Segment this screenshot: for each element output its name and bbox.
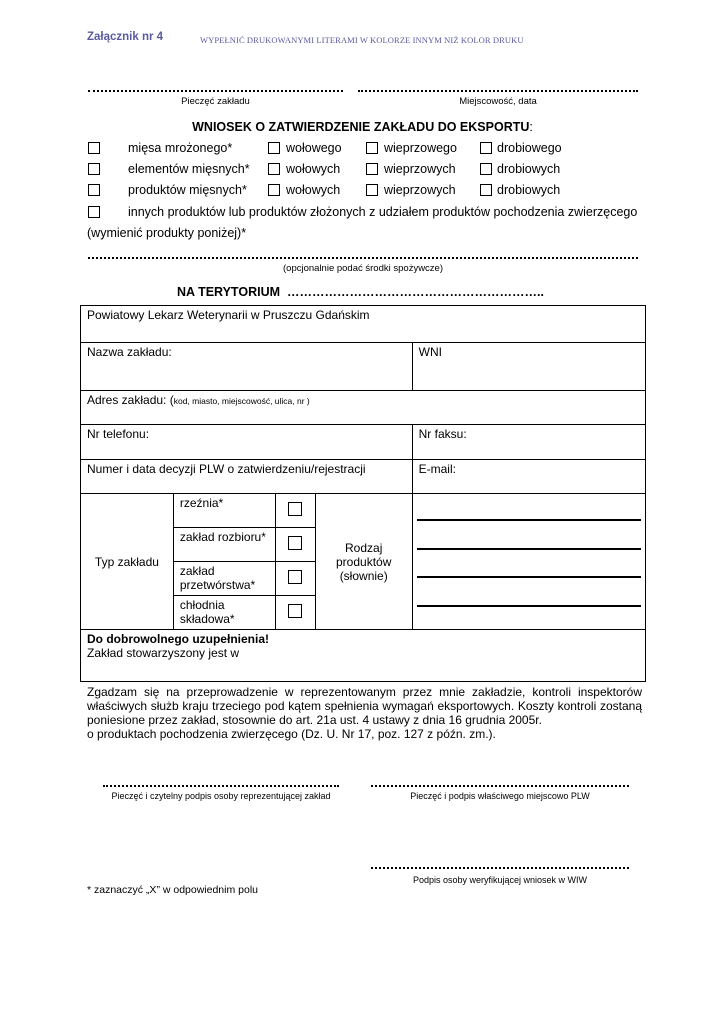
products-beef-checkbox[interactable] — [268, 184, 280, 196]
decision-label: Numer i data decyzji PLW o zatwierdzeniu/rejestracji — [87, 462, 366, 476]
representative-signature-label: Pieczęć i czytelny podpis osoby reprezentującej zakład — [111, 791, 331, 801]
products-lines-cell[interactable] — [412, 494, 645, 630]
type-cell — [81, 494, 174, 630]
phone-label: Nr telefonu: — [87, 427, 150, 441]
type-processing-label: zakład przetwórstwa* — [179, 564, 256, 592]
place-date-label: Miejscowość, data — [459, 96, 537, 107]
products-type-label: Rodzaj produktów (słownie) — [336, 540, 392, 583]
stamp-field[interactable] — [88, 90, 343, 92]
frozen-beef-checkbox[interactable] — [268, 142, 280, 154]
frozen-meat-label: mięsa mrożonego* — [128, 141, 233, 155]
cuts-pork-label: wieprzowych — [384, 162, 456, 176]
type-checkbox-cell[interactable] — [275, 596, 315, 630]
products-poultry-label: drobiowych — [497, 183, 561, 197]
plw-signature-label: Pieczęć i podpis właściwego miejscowo PLW — [410, 791, 590, 801]
office-name: Powiatowy Lekarz Weterynarii w Pruszczu Gdańskim — [87, 308, 370, 322]
type-label: Typ zakładu — [94, 554, 159, 569]
stamp-label: Pieczęć zakładu — [181, 96, 250, 107]
name-label: Nazwa zakładu: — [87, 345, 172, 359]
product-line-4[interactable] — [417, 605, 641, 607]
processing-plant-checkbox[interactable] — [288, 570, 302, 584]
consent-main: Zgadzam się na przeprowadzenie w reprezentowanym przez mnie zakładzie, kontroli inspektorów właściwych służb kraju trzeciego pod kątem spełnienia wymagań eksportowych. Koszty kontroli zostaną poniesione przez zakład, stosownie do art. 21a ust. 4 ustawy z dnia 16 grudnia 2005r. — [87, 685, 642, 727]
products-pork-label: wieprzowych — [384, 183, 456, 197]
cuts-poultry-checkbox[interactable] — [480, 163, 492, 175]
fax-label: Nr faksu: — [418, 427, 467, 441]
other-products-label: innych produktów lub produktów złożonych z udziałem produktów pochodzenia zwierzęcego — [128, 205, 638, 219]
product-line-3[interactable] — [417, 576, 641, 578]
wni-cell[interactable] — [412, 343, 645, 391]
cuts-beef-label: wołowych — [286, 162, 341, 176]
type-option — [173, 596, 275, 630]
territory-line: NA TERYTORIUM …………………………………………………….. — [177, 285, 544, 299]
meat-products-label: produktów mięsnych* — [128, 183, 247, 197]
list-products-hint: (wymienić produkty poniżej)* — [87, 226, 247, 240]
decision-cell[interactable] — [81, 460, 413, 494]
type-cold-store-label: chłodnia składowa* — [179, 598, 235, 626]
email-label: E-mail: — [418, 462, 456, 476]
phone-cell[interactable] — [81, 425, 413, 460]
other-products-checkbox[interactable] — [88, 206, 100, 218]
frozen-pork-checkbox[interactable] — [366, 142, 378, 154]
products-poultry-checkbox[interactable] — [480, 184, 492, 196]
plw-signature-field[interactable] — [371, 785, 629, 787]
voluntary-cell[interactable] — [81, 630, 646, 682]
cuts-pork-checkbox[interactable] — [366, 163, 378, 175]
attachment-number: Załącznik nr 4 — [87, 31, 164, 43]
type-checkbox-cell[interactable] — [275, 494, 315, 528]
products-type-cell — [315, 494, 412, 630]
cold-store-checkbox[interactable] — [288, 604, 302, 618]
type-slaughterhouse-label: rzeźnia* — [179, 496, 224, 510]
consent-paragraph — [87, 685, 642, 741]
office-cell — [81, 306, 646, 343]
representative-signature-field[interactable] — [103, 785, 339, 787]
establishment-table — [80, 305, 646, 682]
meat-cuts-label: elementów mięsnych* — [128, 162, 250, 176]
frozen-pork-label: wieprzowego — [384, 141, 457, 155]
voluntary-title: Do dobrowolnego uzupełnienia! — [87, 632, 269, 646]
form-title: WNIOSEK O ZATWIERDZENIE ZAKŁADU DO EKSPORTU: — [192, 120, 533, 134]
address-hint: kod, miasto, miejscowość, ulica, nr ) — [173, 396, 310, 406]
place-date-field[interactable] — [358, 90, 638, 92]
verifier-signature-field[interactable] — [371, 867, 629, 869]
address-cell[interactable] — [81, 391, 646, 425]
fax-cell[interactable] — [412, 425, 645, 460]
frozen-poultry-checkbox[interactable] — [480, 142, 492, 154]
fill-instruction: WYPEŁNIĆ DRUKOWANYMI LITERAMI W KOLORZE INNYM NIŻ KOLOR DRUKU — [200, 35, 524, 45]
meat-cuts-checkbox[interactable] — [88, 163, 100, 175]
frozen-poultry-label: drobiowego — [497, 141, 562, 155]
verifier-signature-label: Podpis osoby weryfikującej wniosek w WIW — [412, 875, 588, 885]
food-note: (opcjonalnie podać środki spożywcze) — [283, 263, 443, 274]
type-cutting-label: zakład rozbioru* — [179, 530, 266, 544]
consent-last: o produktach pochodzenia zwierzęcego (Dz. U. Nr 17, poz. 127 z późn. zm.). — [87, 727, 496, 741]
name-cell[interactable] — [81, 343, 413, 391]
voluntary-text: Zakład stowarzyszony jest w — [87, 646, 240, 660]
products-pork-checkbox[interactable] — [366, 184, 378, 196]
type-checkbox-cell[interactable] — [275, 528, 315, 562]
address-label: Adres zakładu: ( — [87, 393, 174, 407]
cutting-plant-checkbox[interactable] — [288, 536, 302, 550]
type-option — [173, 562, 275, 596]
products-beef-label: wołowych — [286, 183, 341, 197]
wni-label: WNI — [418, 345, 442, 359]
frozen-meat-checkbox[interactable] — [88, 142, 100, 154]
type-option — [173, 528, 275, 562]
product-line-2[interactable] — [417, 548, 641, 550]
meat-products-checkbox[interactable] — [88, 184, 100, 196]
slaughterhouse-checkbox[interactable] — [288, 502, 302, 516]
cuts-poultry-label: drobiowych — [497, 162, 561, 176]
email-cell[interactable] — [412, 460, 645, 494]
type-option — [173, 494, 275, 528]
products-field[interactable] — [88, 257, 638, 259]
frozen-beef-label: wołowego — [286, 141, 342, 155]
type-checkbox-cell[interactable] — [275, 562, 315, 596]
footnote: * zaznaczyć „X” w odpowiednim polu — [87, 884, 258, 896]
cuts-beef-checkbox[interactable] — [268, 163, 280, 175]
product-line-1[interactable] — [417, 519, 641, 521]
